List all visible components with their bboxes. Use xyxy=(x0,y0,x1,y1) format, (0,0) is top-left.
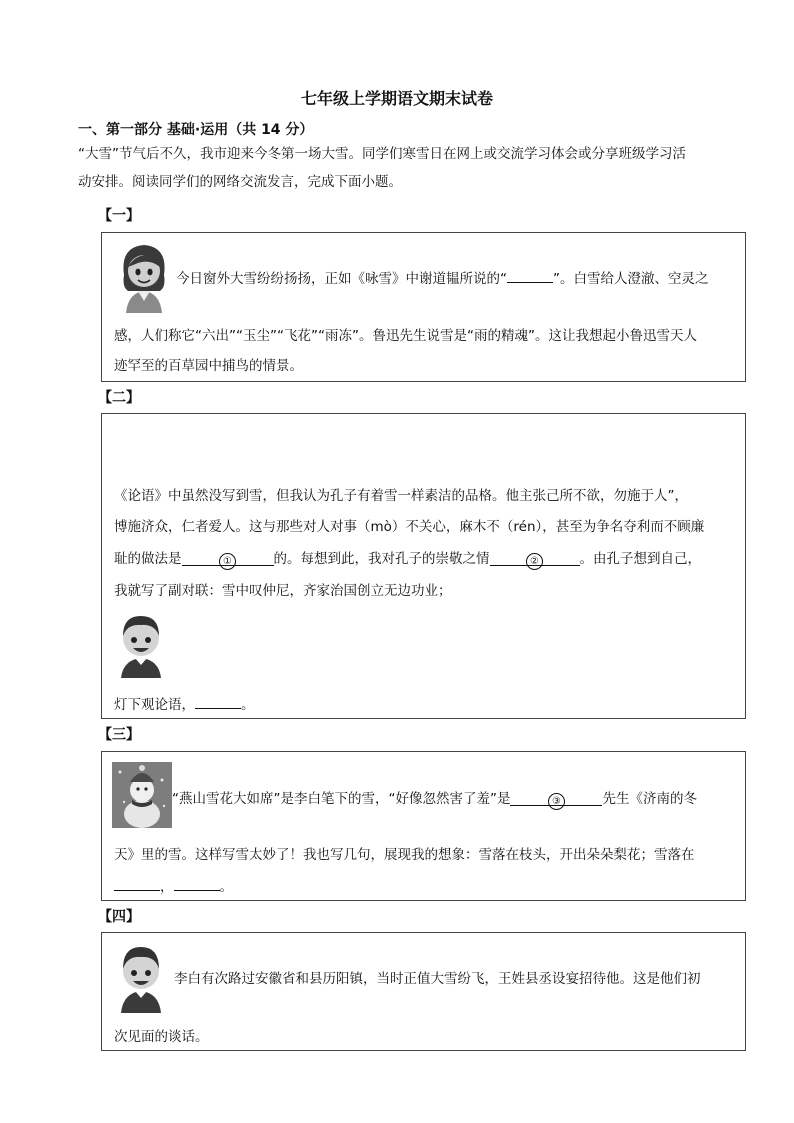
part-1-line-2: 感，人们称它“六出”“玉尘”“飞花”“雨冻”。鲁迅先生说雪是“雨的精魂”。这让我想起小鲁迅雪天人 xyxy=(114,328,697,344)
part-2-line-1: 《论语》中虽然没写到雪，但我认为孔子有着雪一样素洁的品格。他主张己所不欲，勿施于人”， xyxy=(114,488,688,504)
part-2-box xyxy=(101,413,746,719)
part-3-line-3-end: 。 xyxy=(219,879,233,895)
blank-marker-1: ① xyxy=(219,553,236,570)
answer-blank[interactable] xyxy=(507,268,553,283)
part-2-line-3-middle: 的。每想到此，我对孔子的崇敬之情 xyxy=(273,551,490,567)
part-3-line-1 xyxy=(172,787,697,807)
part-3-line-2: 天》里的雪。这样写雪太妙了！我也写几句，展现我的想象：雪落在枝头，开出朵朵梨花；雪落在 xyxy=(114,847,695,863)
part-4-line-1: 李白有次路过安徽省和县历阳镇，当时正值大雪纷飞，王姓县丞设宴招待他。这是他们初 xyxy=(174,971,701,987)
part-1-box xyxy=(101,232,746,382)
intro-line-2: 动安排。阅读同学们的网络交流发言，完成下面小题。 xyxy=(78,174,402,190)
answer-blank-1[interactable] xyxy=(182,551,274,566)
part-3-label: 【三】 xyxy=(98,727,140,743)
part-2-line-5-start: 灯下观论语， xyxy=(114,697,195,713)
answer-blank-snow-1[interactable] xyxy=(114,876,160,891)
boy-avatar-icon xyxy=(115,610,167,678)
part-1-label: 【一】 xyxy=(98,208,140,224)
girl-avatar-icon xyxy=(116,241,172,313)
blank-marker-3: ③ xyxy=(548,793,565,810)
part-4-line-2: 次见面的谈话。 xyxy=(114,1029,209,1045)
blank-marker-2: ② xyxy=(526,553,543,570)
page-title: 七年级上学期语文期末试卷 xyxy=(300,89,493,108)
snowman-image-icon xyxy=(112,762,172,828)
part-2-line-5 xyxy=(114,693,255,713)
part-2-line-3 xyxy=(114,547,701,567)
part-1-line-1-end: ”。白雪给人澄澈、空灵之 xyxy=(553,271,709,287)
section-heading: 一、第一部分 基础·运用（共 14 分） xyxy=(78,122,314,138)
answer-blank-3[interactable] xyxy=(510,791,602,806)
part-3-line-1-start: “燕山雪花大如席”是李白笔下的雪，“好像忽然害了羞”是 xyxy=(172,791,511,807)
part-2-line-2: 博施济众，仁者爱人。这与那些对人对事（mò）不关心，麻木不（rén），甚至为争名夺利而不顾廉 xyxy=(114,519,705,535)
part-3-line-3-separator: ， xyxy=(160,879,174,895)
answer-blank-snow-2[interactable] xyxy=(174,876,220,891)
part-4-label: 【四】 xyxy=(98,909,140,925)
part-1-line-1-start: 今日窗外大雪纷纷扬扬，正如《咏雪》中谢道韫所说的“ xyxy=(176,271,507,287)
part-3-line-3 xyxy=(114,875,233,895)
boy-avatar-icon xyxy=(115,941,167,1013)
part-2-line-3-end: 。由孔子想到自己， xyxy=(579,551,701,567)
part-1-line-1 xyxy=(176,267,709,287)
part-1-line-3: 迹罕至的百草园中捕鸟的情景。 xyxy=(114,358,303,374)
part-2-line-4: 我就写了副对联：雪中叹仲尼，齐家治国创立无边功业； xyxy=(114,583,452,599)
part-2-line-3-start: 耻的做法是 xyxy=(114,551,182,567)
part-3-line-1-end: 先生《济南的冬 xyxy=(602,791,697,807)
part-4-box xyxy=(101,932,746,1051)
answer-blank-couplet[interactable] xyxy=(195,694,241,709)
part-3-box xyxy=(101,751,746,901)
part-2-line-5-end: 。 xyxy=(241,697,255,713)
part-2-label: 【二】 xyxy=(98,390,140,406)
answer-blank-2[interactable] xyxy=(490,551,580,566)
intro-line-1: “大雪”节气后不久，我市迎来今冬第一场大雪。同学们寒雪日在网上或交流学习体会或分享班级学习活 xyxy=(78,146,686,162)
